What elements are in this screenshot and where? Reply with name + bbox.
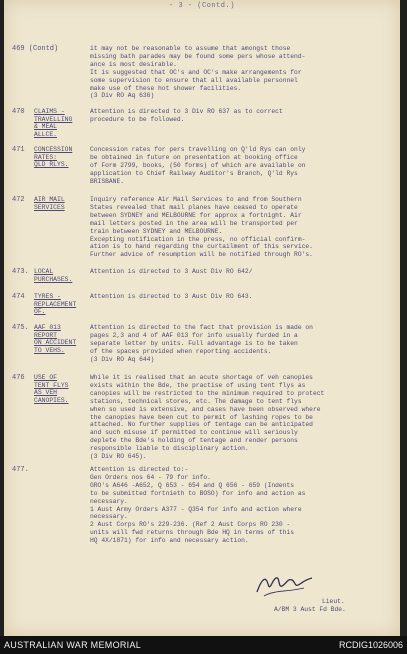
paragraph-heading: AIR MAIL SERVICES: [34, 196, 65, 211]
paragraph-number: 477.: [12, 466, 29, 474]
paragraph-heading: CONCESSION RATES: QLD RLYS.: [34, 146, 73, 169]
document-page: [4, 0, 400, 636]
paragraph-heading: CLAIMS - TRAVELLING & MEAL ALLCE.: [34, 108, 73, 138]
paragraph-number: 476: [12, 374, 25, 382]
paragraph-number: 470: [12, 108, 25, 116]
paragraph-number: 474: [12, 293, 25, 301]
signature-rank: Lieut.: [322, 598, 345, 605]
paragraph-body: it may not be reasonable to assume that amongst those missing bath parades may be found some pers whose attend- ance is most desirable. It is suggested that OC's and OC's make arrangements for some supervision to ensure that all available personnel make use of these hot shower facilities. (3 Div RO Aq 636): [90, 45, 306, 100]
paragraph-body: Attention is directed to the fact that provision is made on pages 2,3 and 4 of AAF 013 for info usually furded in a separate letter by units. Full advantage is to be taken of the spaces provided when reporting accidents. (3 Div RO Aq 644): [90, 324, 313, 363]
paragraph-heading: AAF 013 REPORT ON ACCIDENT TO VEHS.: [34, 324, 77, 354]
paragraph-body: Inquiry reference Air Mail Services to and from Southern States revealed that mail planes have ceased to operate between SYDNEY and MELBOURNE for approx a fortnight. Air mail letters posted in the area will be transported per train between SYDNEY and MELBOURNE. Excepting notification in the press, no official confirm- ation is to hand regarding the curtailment of this service. Further advice of resumption will be notified through RO's.: [90, 196, 313, 259]
paragraph-number: 473.: [12, 268, 29, 276]
paragraph-body: Attention is directed to:- Gen Orders nos 64 - 79 for info. GRO's A646 -A652, Q 653 - 654 and Q 656 - 659 (Indents to be submitted fortnieth to BOSO) for info and action as necessary. 1 Aust Army Orders A377 - Q354 for info and action where necessary. 2 Aust Corps RO's 229-236. (Ref 2 Aust Corps RO 230 - units will fwd returns through Bde HQ in terms of this HQ 4X/1871) for info and necessary action.: [90, 466, 306, 545]
signature-title: A/BM 3 Aust Fd Bde.: [274, 606, 346, 613]
paragraph-number: 469 (Contd): [12, 45, 59, 53]
page-header: - 3 - (Contd.): [169, 2, 235, 10]
paragraph-number: 475.: [12, 324, 29, 332]
paragraph-body: Attention is directed to 3 Aust Div RO 643.: [90, 293, 253, 300]
paragraph-body: Concession rates for pers travelling on Q'ld Rys can only be obtained in future on presentation at booking office of Form 2799, books, (50 forms) of which are available on application to Chief Railway Auditor's Branch, Q'ld Rys BRISBANE.: [90, 146, 306, 185]
paragraph-heading: USE OF TENT FLYS AS VEH CANOPIES.: [34, 374, 69, 404]
handwritten-signature: [254, 570, 314, 600]
archive-name: AUSTRALIAN WAR MEMORIAL: [4, 640, 142, 650]
paragraph-heading: LOCAL PURCHASES.: [34, 268, 73, 283]
paragraph-body: Attention is directed to 3 Aust Div RO 642/: [90, 268, 253, 275]
record-id: RCDIG1026006: [338, 640, 403, 650]
paragraph-body: Attention is directed to 3 Div RO 637 as to correct procedure to be followed.: [90, 108, 283, 123]
paragraph-heading: TYRES - REPLACEMENT OF.: [34, 293, 77, 316]
paragraph-number: 472: [12, 196, 25, 204]
archive-footer: [0, 636, 407, 654]
paragraph-number: 471: [12, 146, 25, 154]
paragraph-body: While it is realised that an acute shortage of veh canopies exists within the Bde, the practise of using tent flys as canopies will be restricted to the minimum required to protect stations, technical stores, etc. The damage to tent flys when so used is extensive, and cases have been observed where the canopies have been cut to permit of lashing ropes to be attached. No further supplies of tentage can be anticipated and such misuse if permitted to continue will seriously deplete the Bde's holding of tentage and render persons responsible liable to disciplinary action. (3 Div RO 645).: [90, 374, 325, 461]
